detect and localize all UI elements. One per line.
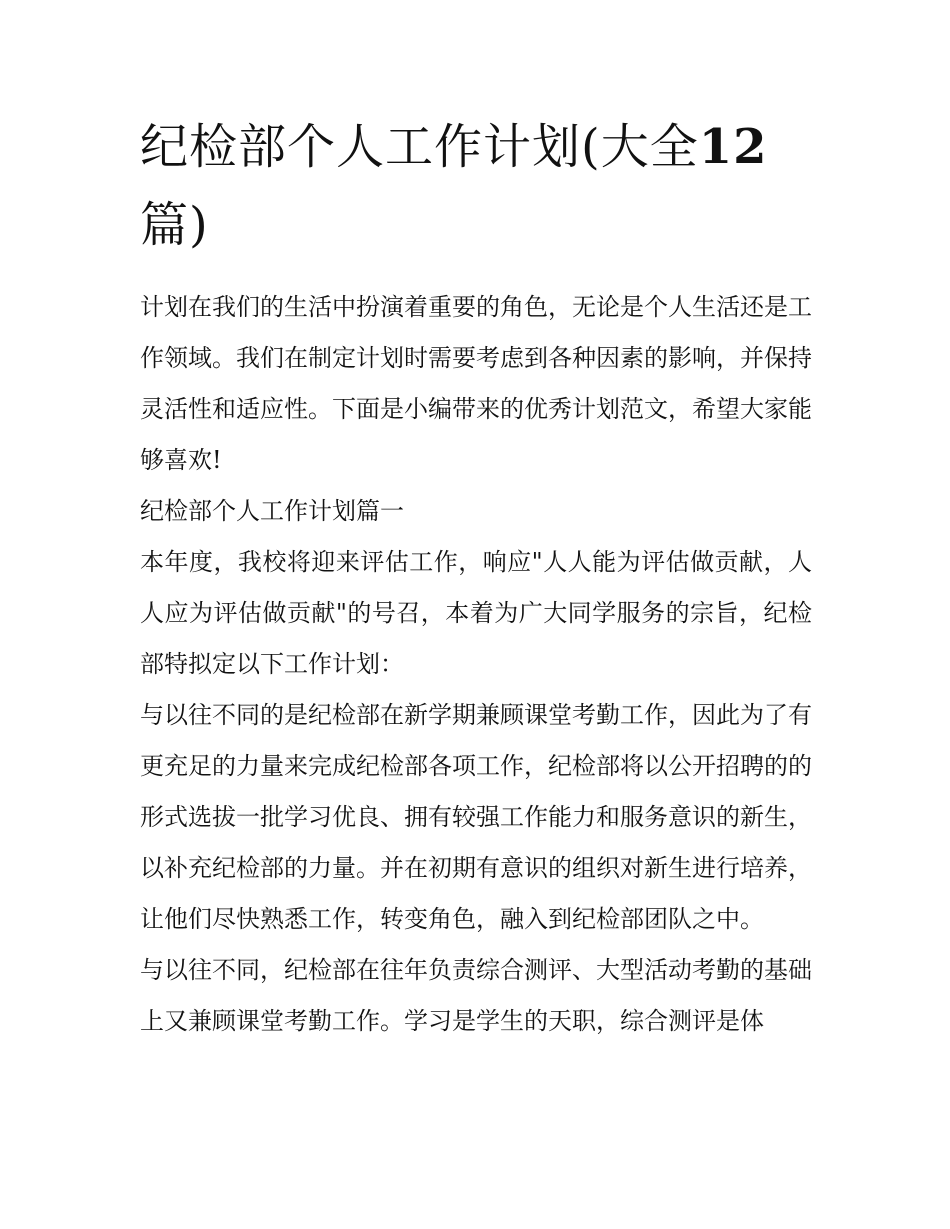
body-paragraph: 与以往不同，纪检部在往年负责综合测评、大型活动考勤的基础上又兼顾课堂考勤工作。学习是学生的天职，综合测评是体 <box>140 956 812 1035</box>
section-heading: 纪检部个人工作计划篇一 <box>140 497 404 525</box>
body-paragraph: 与以往不同的是纪检部在新学期兼顾课堂考勤工作，因此为了有更充足的力量来完成纪检部各项工作，纪检部将以公开招聘的的形式选拔一批学习优良、拥有较强工作能力和服务意识的新生，以补充纪检部的力量。并在初期有意识的组织对新生进行培养，让他们尽快熟悉工作，转变角色，融入到纪检部团队之中。 <box>140 701 812 933</box>
document-title: 纪检部个人工作计划(大全12篇) <box>140 119 768 253</box>
document-page <box>140 108 812 1047</box>
intro-paragraph: 计划在我们的生活中扮演着重要的角色，无论是个人生活还是工作领域。我们在制定计划时需要考虑到各种因素的影响，并保持灵活性和适应性。下面是小编带来的优秀计划范文，希望大家能够喜欢! <box>140 293 812 474</box>
document-body <box>140 282 812 1047</box>
body-paragraph: 本年度，我校将迎来评估工作，响应"人人能为评估做贡献，人人应为评估做贡献"的号召，本着为广大同学服务的宗旨，纪检部特拟定以下工作计划： <box>140 548 812 678</box>
